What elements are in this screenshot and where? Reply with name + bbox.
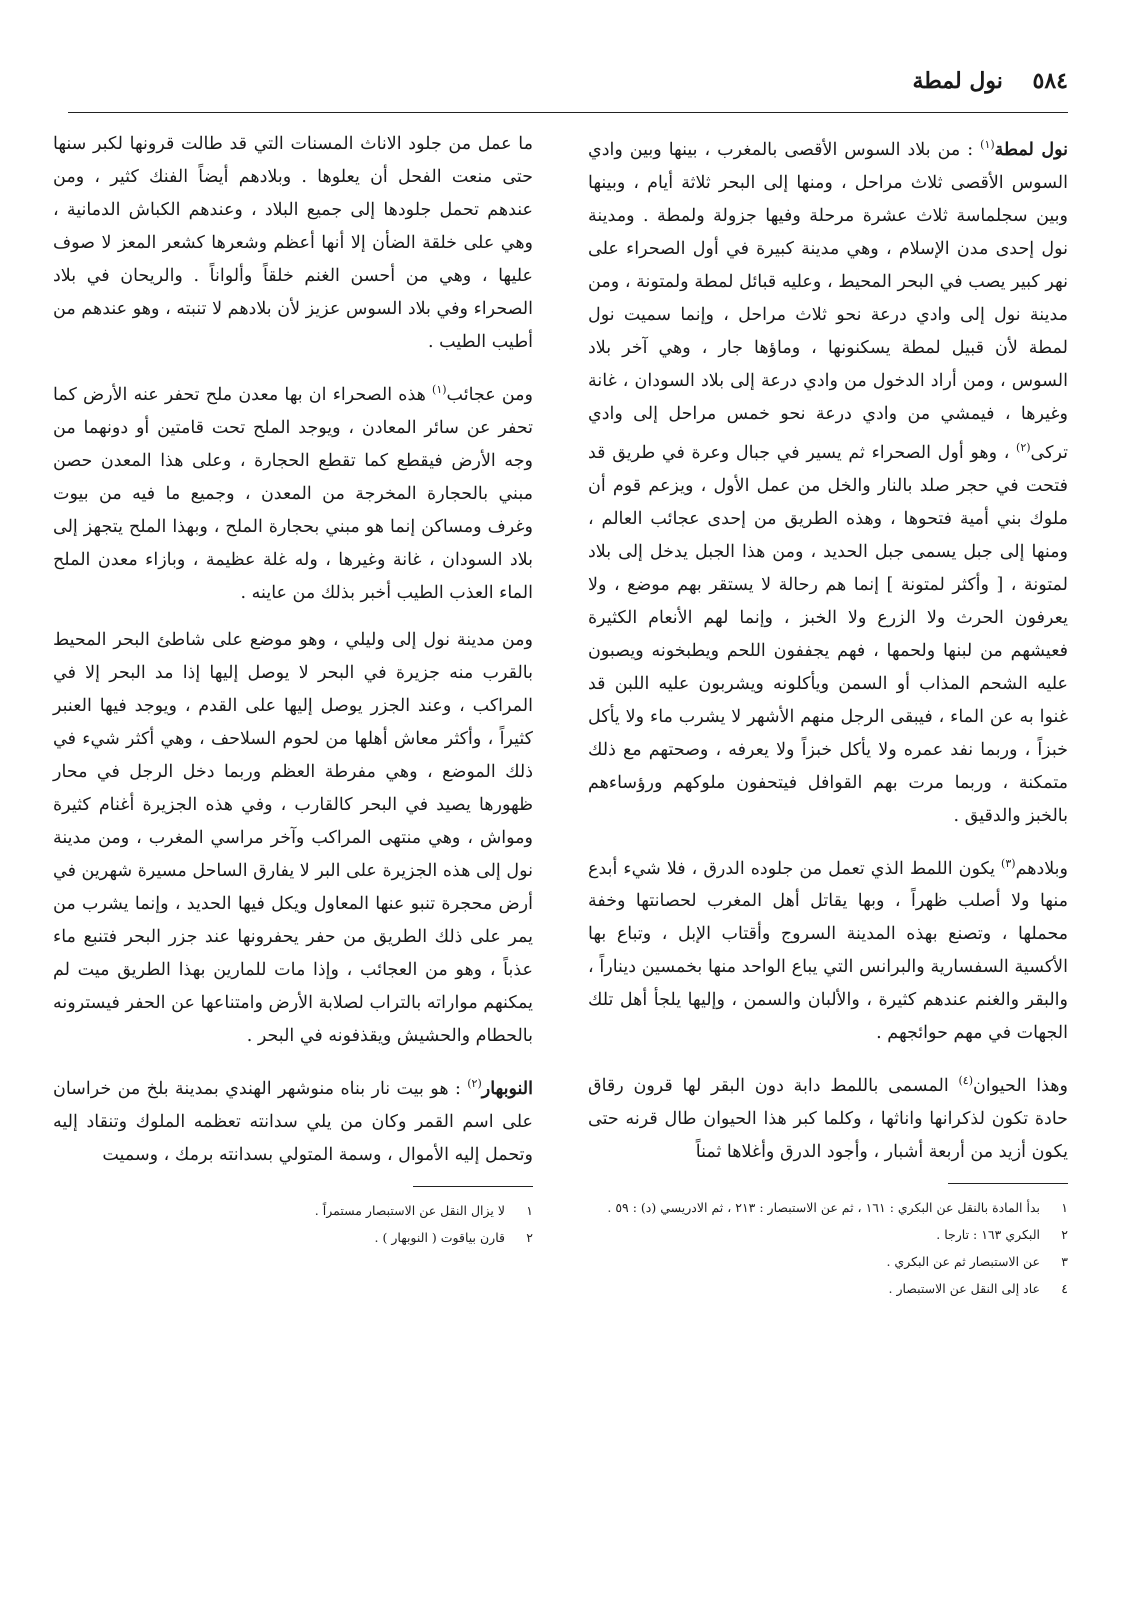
paragraph [53,128,533,359]
paragraph [53,624,533,1053]
paragraph [588,128,1068,833]
footnote-ref: (٢) [1016,440,1031,454]
header-rule [68,112,1068,113]
paragraph-text: : من بلاد السوس الأقصى بالمغرب ، بينها وبين وادي السوس الأقصى ثلاث مراحل ، ومنها إلى البحر ثلاثة أيام ، وبينها وبين سجلماسة ثلاث عشرة مرحلة وفيها جزولة ولمطة . ومدينة نول إحدى مدن الإسلام ، وهي مدينة كبيرة في أول الصحراء على نهر كبير يصب في البحر المحيط ، وعليه قبائل لمطة ولمتونة ، ومن مدينة نول إلى وادي درعة نحو ثلاث مراحل ، وإنما سميت نول لمطة لأن قبيل لمطة يسكنونها ، وماؤها جار ، وهي آخر بلاد السوس ، ومن أراد الدخول من وادي درعة إلى بلاد السودان ، غانة وغيرها ، فيمشي من وادي درعة نحو خمس مراحل إلى وادي تركى [588,139,1068,463]
paragraph [588,1064,1068,1169]
paragraph-text: ما عمل من جلود الاناث المسنات التي قد طالت قرونها لكبر سنها حتى منعت الفحل أن يعلوها . وبلادهم أيضاً الفنك كثير ، ومن عندهم تحمل جلودها إلى جميع البلاد ، وعندهم الكباش الدمانية ، وهي على خلقة الضأن إلا أنها أعظم وشعرها كشعر المعز لا صوف عليها ، وهي من أحسن الغنم خلقاً وألواناً . والريحان في بلاد الصحراء وفي بلاد السوس عزيز لأن بلادهم لا تنبته ، وهو عندهم من أطيب الطيب . [53,134,533,352]
running-title: نول لمطة [912,68,1003,94]
paragraph [53,1067,533,1172]
footnote: ١بدأ المادة بالنقل عن البكري : ١٦١ ، ثم عن الاستبصار : ٢١٣ ، ثم الادريسي (د) : ٥٩ . [607,1200,1068,1216]
page-header [68,68,1068,94]
footnote: ٢البكري ١٦٣ : تارجا . [936,1227,1068,1243]
left-column [53,128,533,1251]
paragraph-text: يكون اللمط الذي تعمل من جلوده الدرق ، فلا شيء أبدع منها ولا أصلب ظهراً ، وبها يقاتل أهل المغرب لحصانتها وخفة محملها ، وتصنع بهذه المدينة السروج وأقتاب الإبل ، وتباع بها الأكسية السفسارية والبرانس التي يباع الواحد منها بخمسين ديناراً ، والبقر والغنم عندهم كثيرة ، والألبان والسمن ، وإليها يلجأ أهل تلك الجهات في مهم حوائجهم . [588,858,1068,1044]
paragraph-text: ومن مدينة نول إلى وليلي ، وهو موضع على شاطئ البحر المحيط بالقرب منه جزيرة في البحر لا يوصل إليها إذا مد البحر إلا في المراكب ، وعند الجزر يوصل إليها على القدم ، ويوجد فيها العنبر كثيراً ، وأكثر معاش أهلها من لحوم السلاحف ، وهي أكثر شيء في ذلك الموضع ، وهي مفرطة العظم وربما دخل الرجل في محار ظهورها يصيد في البحر كالقارب ، وفي هذه الجزيرة أغنام كثيرة ومواش ، وهي منتهى المراكب وآخر مراسي المغرب ، ومن مدينة نول إلى هذه الجزيرة على البر لا يفارق الساحل مسيرة شهرين في أرض محجرة تنبو عنها المعاول ويكل فيها الحديد ، وإنما يشرب من يمر على ذلك الطريق من حفر يحفرونها عند جزر البحر فتنبع ماء عذباً ، وهو من العجائب ، وإذا مات للمارين بهذا الطريق ميت لم يمكنهم مواراته بالتراب لصلابة الأرض وامتناعها عن الحفر فيسترونه بالحطام والحشيش ويقذفونه في البحر . [53,629,533,1046]
paragraph-lead: وهذا الحيوان [972,1076,1068,1097]
footnote-ref: (٢) [467,1076,482,1090]
left-footnotes [53,1197,533,1251]
paragraph [588,847,1068,1051]
paragraph-text: ، وهو أول الصحراء ثم يسير في جبال وعرة في طريق قد فتحت في حجر صلد بالنار والخل من عمل الأول ، ويزعم قوم أن ملوك بني أمية فتحوها ، وهذه الطريق من إحدى عجائب العالم ، ومنها إلى جبل يسمى جبل الحديد ، ومن هذا الجبل يدخل إلى بلاد لمتونة ، [ وأكثر لمتونة ] إنما هم رحالة لا يستقر بهم موضع ، ولا يعرفون الحرث ولا الزرع ولا الخبز ، وإنما لهم الأنعام الكثيرة فعيشهم من لبنها ولحمها ، فهم يجففون اللحم ويطبخونه ويصبون عليه الشحم المذاب أو السمن ويأكلونه ويشربون عليه اللبن قد غنوا به عن الماء ، فيبقى الرجل منهم الأشهر لا يشرب ماء ولا يأكل خبزاً ، وربما نفد عمره ولا يأكل خبزاً ولا يعرفه ، وصحتهم مع ذلك متمكنة ، وربما مرت بهم القوافل فيتحفون ملوكهم ورؤساءهم بالخبز والدقيق . [588,442,1068,826]
paragraph-text: هذه الصحراء ان بها معدن ملح تحفر عنه الأرض كما تحفر عن سائر المعادن ، ويوجد الملح تحت قامتين أو دونهما من وجه الأرض فيقطع كما تقطع الحجارة ، وعلى هذا المعدن حصن مبني بالحجارة المخرجة من المعدن ، وجميع ما فيه من بيوت وغرف ومساكن إنما هو مبني بحجارة الملح ، وبهذا الملح يتجهز إلى بلاد السودان ، غانة وغيرها ، وله غلة عظيمة ، وبازاء معدن الملح الماء العذب الطيب أخبر بذلك من عاينه . [53,384,533,603]
footnote: ٣عن الاستبصار ثم عن البكري . [886,1254,1068,1270]
footnote: ٤عاد إلى النقل عن الاستبصار . [888,1281,1068,1297]
paragraph-lead: ومن عجائب [446,384,533,405]
footnote: ٢قارن بياقوت ( النوبهار ) . [374,1229,533,1245]
paragraph-lead: وبلادهم [1015,858,1068,879]
paragraph-text: المسمى باللمط دابة دون البقر لها قرون رقاق حادة تكون لذكرانها واناثها ، وكلما كبر هذا الحيوان طال قرنه حتى يكون أزيد من أربعة أشبار ، وأجود الدرق وأغلاها ثمناً [588,1076,1068,1163]
footnote: ١لا يزال النقل عن الاستبصار مستمراً . [314,1202,533,1218]
entry-keyword: النوبهار [481,1078,533,1099]
footnote-ref: (١) [432,383,447,396]
right-footnotes [588,1194,1068,1302]
footnote-ref: (٤) [958,1074,973,1088]
paragraph [53,373,533,610]
page-number: ٥٨٤ [1032,68,1068,94]
entry-keyword: نول لمطة [994,139,1068,160]
paragraph-text: : هو بيت نار بناه منوشهر الهندي بمدينة بلخ من خراسان على اسم القمر وكان من يلي سدانته تعظمه الملوك وتنقاد إليه وتحمل إليه الأموال ، وسمة المتولي بسدانته برمك ، وسميت [53,1078,533,1165]
footnote-ref: (٣) [1001,856,1016,870]
left-column-body [53,128,533,1172]
footnote-rule [948,1183,1068,1184]
footnote-rule [413,1186,533,1187]
right-column-body [588,128,1068,1169]
footnote-ref: (١) [980,138,995,151]
right-column [588,128,1068,1302]
